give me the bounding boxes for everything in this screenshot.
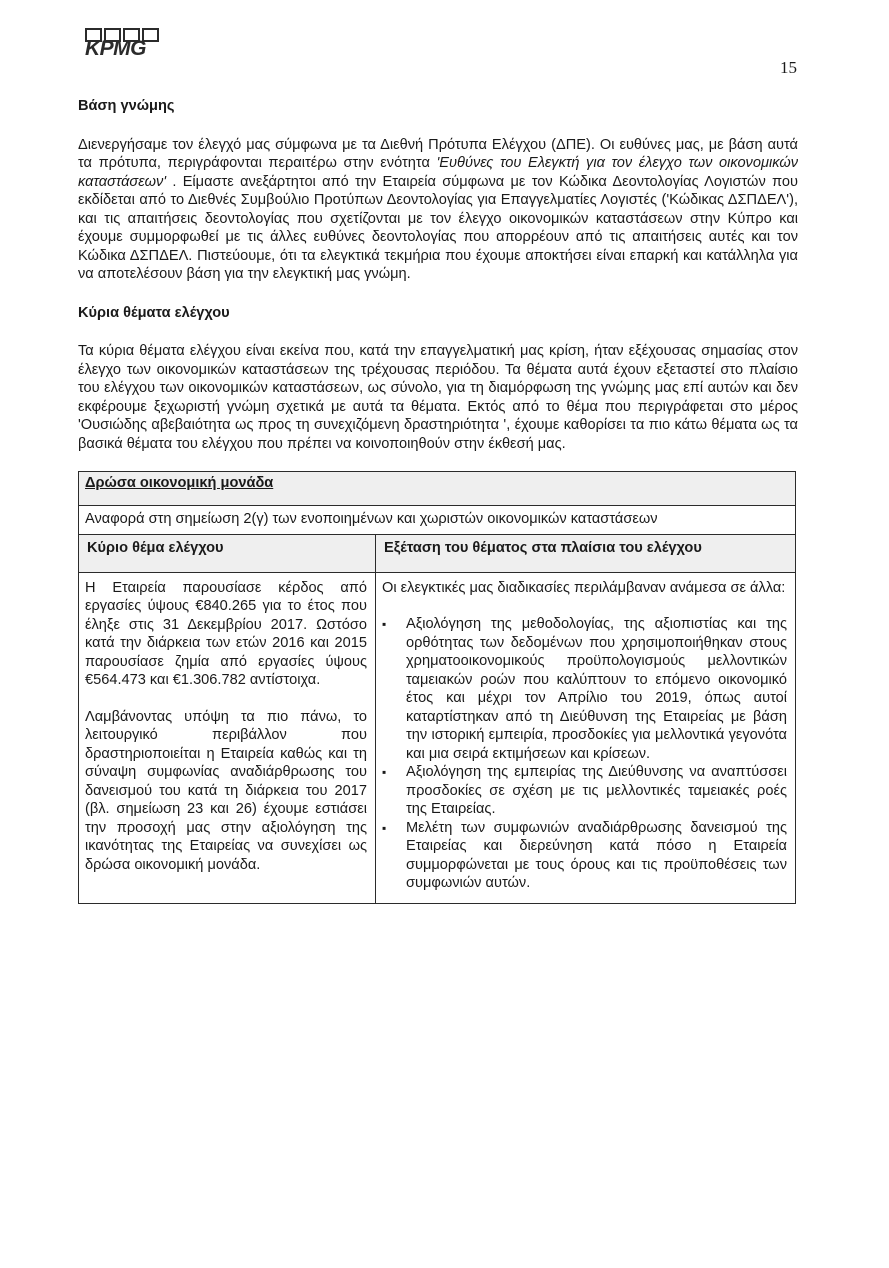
document-body bbox=[78, 97, 798, 904]
audit-procedure-item: ▪ Αξιολόγηση της εμπειρίας της Διεύθυνσης να αναπτύσσει προσδοκίες σε σχέση με τις μελλοντικές ταμειακές ροές της Εταιρείας. bbox=[382, 763, 787, 819]
key-audit-matter-table bbox=[78, 471, 796, 904]
kam-title-cell bbox=[79, 472, 796, 506]
kam-response-intro: Οι ελεγκτικές μας διαδικασίες περιλάμβαναν ανάμεσα σε άλλα: bbox=[382, 579, 786, 596]
kam-description-cell bbox=[79, 572, 376, 903]
kam-description-paragraph: Λαμβάνοντας υπόψη τα πιο πάνω, το λειτουργικό περιβάλλον που δραστηριοποιείται η Εταιρεία καθώς και τη σύναψη συμφωνίας αναδιάρθρωσης του δανεισμού του κατά τη διάρκεια του 2017 (βλ. σημείωση 23 και 26) έχουμε εστιάσει την προσοχή μας στην αξιολόγηση της ικανότητας της Εταιρείας να συνεχίσει ως δρώσα οικονομική μονάδα. bbox=[85, 708, 367, 873]
basis-of-opinion-heading: Βάση γνώμης bbox=[78, 98, 175, 114]
kam-title: Δρώσα οικονομική μονάδα bbox=[85, 475, 274, 491]
kam-right-header: Εξέταση του θέματος στα πλαίσια του ελέγχου bbox=[376, 535, 796, 573]
audit-procedure-item: ▪ Μελέτη των συμφωνιών αναδιάρθρωσης δανεισμού της Εταιρείας και διερεύνηση κατά πόσο η Εταιρεία συμμορφώνεται με τους όρους και τις προϋποθέσεις των συμφωνιών αυτών. bbox=[382, 819, 787, 893]
audit-procedure-item: ▪ Αξιολόγηση της μεθοδολογίας, της αξιοπιστίας και της ορθότητας των δεδομένων που χρησιμοποιήθηκαν στους χρηματοοικονομικούς προϋπολογισμούς μελλοντικών ταμειακών ροών που καλύπτουν το επόμενο οικονομικό έτος και μέχρι τον Απρίλιο του 2019, όπως αυτοί καταρτίστηκαν από τη Διεύθυνση της Εταιρείας με βάση την ιστορική εμπειρία, προσδοκίες για μελλοντικά γεγονότα και μια σειρά εκτιμήσεων και κρίσεων. bbox=[382, 615, 787, 763]
key-audit-matters-paragraph: Τα κύρια θέματα ελέγχου είναι εκείνα που, κατά την επαγγελματική μας κρίση, ήταν εξέχουσας σημασίας στον έλεγχο των οικονομικών καταστάσεων της τρέχουσας περιόδου. Τα θέματα αυτά έχουν εξεταστεί στο πλαίσιο του ελέγχου των οικονομικών καταστάσεων, ως σύνολο, για τη διαμόρφωση της γνώμης μας επί αυτών και δεν εκφέρουμε ξεχωριστή γνώμη σχετικά με αυτά τα θέματα. Εκτός από το θέμα που περιγράφεται στο μέρος 'Ουσιώδης αβεβαιότητα ως προς τη συνεχιζόμενη δραστηριότητα ', έχουμε καθορίσει τα πιο κάτω θέματα ως τα βασικά θέματα του ελέγχου που πρέπει να κοινοποιηθούν στην έκθεσή μας. bbox=[78, 343, 798, 452]
kam-response-cell bbox=[376, 572, 796, 903]
kam-reference: Αναφορά στη σημείωση 2(γ) των ενοποιημένων και χωριστών οικονομικών καταστάσεων bbox=[79, 505, 796, 535]
kpmg-logo bbox=[85, 28, 177, 64]
key-audit-matters-heading: Κύρια θέματα ελέγχου bbox=[78, 304, 230, 321]
kam-description-paragraph: Η Εταιρεία παρουσίασε κέρδος από εργασίες ύψους €840.265 για το έτος που έληξε στις 31 Δεκεμβρίου 2017. Ωστόσο κατά την διάρκεια των ετών 2016 και 2015 παρουσίασε ζημία από εργασίες ύψους €564.473 και €1.306.782 αντίστοιχα. bbox=[85, 579, 367, 688]
logo-wordmark: KPMG bbox=[85, 37, 146, 60]
kam-left-header: Κύριο θέμα ελέγχου bbox=[79, 535, 376, 573]
audit-procedures-list bbox=[382, 615, 787, 893]
page-number: 15 bbox=[780, 58, 797, 77]
basis-of-opinion-paragraph: Διενεργήσαμε τον έλεγχό μας σύμφωνα με τα Διεθνή Πρότυπα Ελέγχου (ΔΠΕ). Οι ευθύνες μας, με βάση αυτά τα πρότυπα, περιγράφονται περαιτέρω στην ενότητα 'Ευθύνες του Ελεγκτή για τον έλεγχο των οικονομικών καταστάσεων' . Είμαστε ανεξάρτητοι από την Εταιρεία σύμφωνα με τον Κώδικα Δεοντολογίας Λογιστών που εκδίδεται από το Διεθνές Συμβούλιο Προτύπων Δεοντολογίας για Επαγγελματίες Λογιστές ('Κώδικας ΔΣΠΔΕΛ'), και τις απαιτήσεις δεοντολογίας που σχετίζονται με τον έλεγχο οικονομικών καταστάσεων στην Κύπρο και έχουμε συμμορφωθεί με τις άλλες ευθύνες δεοντολογίας που απορρέουν από τις απαιτήσεις αυτές και τον Κώδικα ΔΣΠΔΕΛ. Πιστεύουμε, ότι τα ελεγκτικά τεκμήρια που έχουμε αποκτήσει είναι επαρκή και κατάλληλα για να αποτελέσουν βάση για την ελεγκτική μας γνώμη. bbox=[78, 136, 798, 282]
